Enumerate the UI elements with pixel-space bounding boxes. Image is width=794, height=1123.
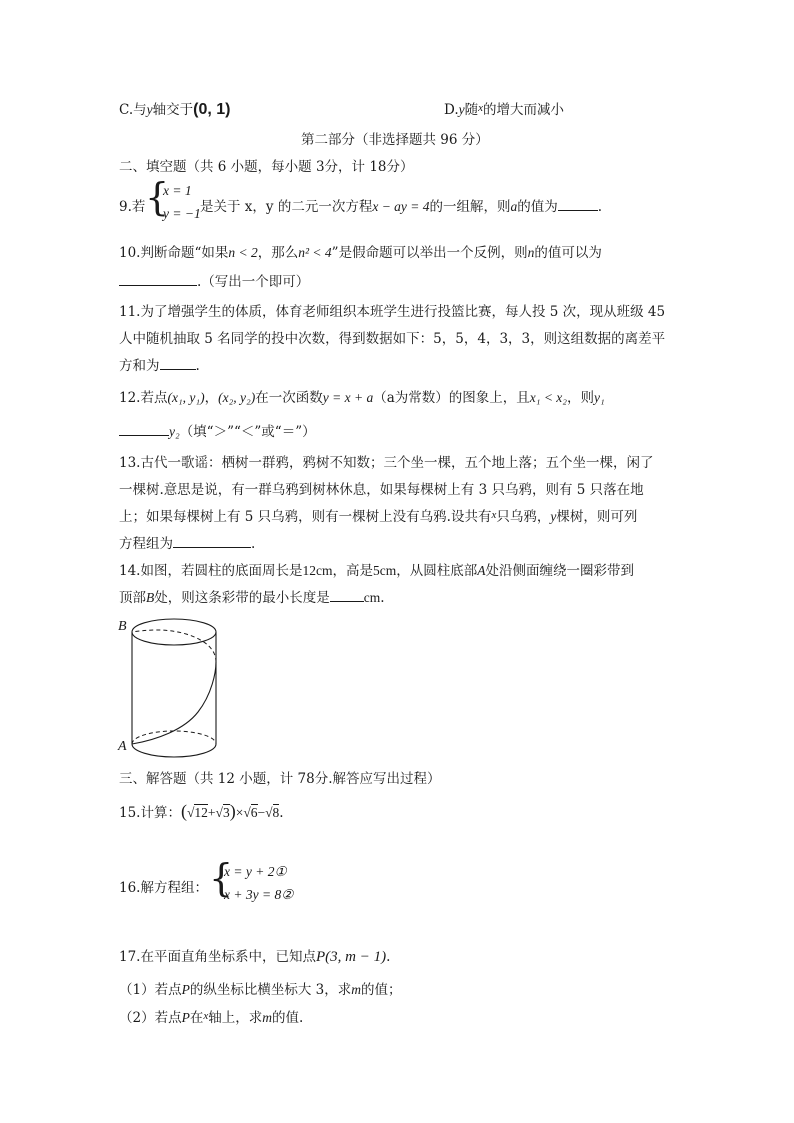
q17-sub2-c: 轴上，求 (208, 1010, 263, 1026)
section2-heading: 二、填空题（共 6 小题，每小题 3分，计 18分） (119, 159, 414, 175)
q15-sqrt3: √3 (215, 805, 230, 820)
q12-text1: 12.若点 (119, 390, 168, 406)
q15-minus: − (257, 805, 266, 820)
q15-paren-open: ( (180, 801, 187, 821)
q14-line2 (119, 586, 385, 606)
q17-sub1-a: （1）若点 (119, 982, 182, 998)
q17-sub2-b: 在 (189, 1010, 204, 1026)
q10-answer-blank[interactable] (119, 272, 197, 286)
q17-line1-suffix: . (386, 949, 391, 965)
ribbon-front-path (132, 662, 216, 744)
q17-line1 (119, 945, 390, 966)
q14-line1-b: ，高是 (332, 563, 373, 579)
q14-point-b: B (146, 590, 155, 605)
figure-label-a: A (118, 739, 127, 754)
q9-brace: { (145, 175, 170, 219)
q15-plus: + (207, 805, 216, 820)
q16-prefix: 16.解方程组： (119, 880, 208, 896)
q10-line2-suffix: .（写出一个即可） (197, 274, 310, 290)
option-d-text3: 的增大而减小 (483, 102, 565, 118)
q14-point-a: A (477, 563, 486, 578)
q17-point: P(3, m − 1) (315, 949, 387, 965)
q11-line3 (119, 354, 200, 374)
part2-title: 第二部分（非选择题共 96 分） (301, 132, 489, 148)
figure-label-b: B (118, 619, 127, 634)
q15-paren-close: ) (229, 801, 236, 821)
q10-text1: 10.判断命题“如果 (119, 245, 229, 261)
q13-line4-prefix: 方程组为 (119, 536, 173, 552)
q14-line1-c: ，从圆柱底部 (396, 563, 478, 579)
section3-heading: 三、解答题（共 12 小题，计 78分.解答应写出过程） (119, 771, 441, 787)
q13-var-x: x (491, 509, 497, 521)
q10-cond1: n < 2 (228, 245, 258, 260)
option-c-var: y (146, 102, 153, 117)
option-d-text2: 随 (464, 102, 479, 118)
q17-sub2-d: 的值. (271, 1010, 304, 1026)
q17-sub1-b: 的纵坐标比横坐标大 3，求 (189, 982, 352, 998)
q13-line4-suffix: . (251, 536, 256, 552)
q9-var-a: a (510, 199, 518, 214)
q14-unit: cm (363, 590, 381, 605)
q11-answer-blank[interactable] (160, 356, 196, 370)
q15-times: × (235, 805, 244, 820)
q12-text3: （a为常数）的图象上，且 (373, 390, 530, 406)
q10-text3: ”是假命题可以举出一个反例，则 (331, 245, 528, 261)
q12-line1 (119, 386, 605, 406)
q17-sub2-a: （2）若点 (119, 1010, 182, 1026)
q16-brace: { (209, 856, 234, 900)
q13-line3-c: 棵树，则可列 (556, 509, 638, 525)
q14-line2-a: 顶部 (119, 590, 146, 606)
q15-prefix: 15.计算： (119, 805, 181, 821)
q12-text2: 在一次函数 (255, 390, 323, 406)
option-c (119, 98, 230, 119)
q15-sqrt8: √8 (265, 805, 280, 820)
cylinder-bottom-back (132, 731, 216, 744)
q12-text4: ，则 (567, 390, 594, 406)
q14-line1-a: 14.如图，若圆柱的底面周长是 (119, 563, 303, 579)
q10-text4: 的值可以为 (534, 245, 602, 261)
q12-func: y = x + a (322, 390, 374, 405)
q16-eq1: x = y + 2① (224, 864, 287, 879)
option-d-var-x: x (478, 102, 484, 114)
q15-suffix: . (279, 805, 284, 821)
q13-line3 (119, 505, 637, 525)
q14-circumference: 12cm (302, 563, 333, 578)
q9-body (200, 195, 602, 215)
q13-answer-blank[interactable] (173, 534, 251, 548)
q12-point2: (x₂, y₂) (218, 390, 256, 405)
option-d (444, 98, 564, 118)
q12-comma: ， (204, 390, 219, 406)
ribbon-back-path (132, 630, 216, 662)
option-c-text2: 轴交于 (152, 102, 194, 118)
q13-line3-a: 上；如果每棵树上有 5 只乌鸦，则有一棵树上没有乌鸦.设共有 (119, 509, 492, 525)
q17-sub1-c: 的值； (360, 982, 402, 998)
cylinder-bottom-front (132, 744, 216, 757)
q15-sqrt6: √6 (243, 805, 258, 820)
q12-cond: x₁ < x₂ (529, 390, 567, 405)
q9-text1: 是关于 x，y 的二元一次方程 (200, 199, 373, 215)
q9-answer-blank[interactable] (558, 197, 598, 211)
q9-equation: x − ay = 4 (372, 199, 430, 214)
option-c-point: (0, 1) (193, 101, 231, 118)
q10-line2 (119, 270, 309, 290)
q17-sub1-m: m (351, 982, 361, 997)
q9-eq1: x = 1 (163, 183, 192, 198)
q12-point1: (x₁, y₁) (167, 390, 205, 405)
q12-y2: y₂ (169, 424, 180, 439)
q17-sub2-x: x (203, 1010, 209, 1022)
q14-line2-suffix: . (380, 590, 385, 606)
q16-eq2: x + 3y = 8② (224, 887, 294, 902)
q9-text2: 的一组解，则 (429, 199, 511, 215)
q15-line (119, 801, 284, 822)
q14-line1 (119, 559, 634, 579)
q17-sub2-p: P (181, 1010, 190, 1025)
q9-eq2: y = −1 (163, 206, 201, 221)
q11-line3-suffix: . (195, 358, 200, 374)
q10-cond2: n² < 4 (298, 245, 332, 260)
q14-answer-blank[interactable] (330, 588, 364, 602)
cylinder-top-ellipse (132, 619, 216, 645)
q10-text2: ，那么 (257, 245, 299, 261)
q10-var-n: n (527, 245, 535, 260)
q17-line1-a: 17.在平面直角坐标系中，已知点 (119, 949, 316, 965)
cylinder-figure (116, 612, 226, 762)
q11-line1: 11.为了增强学生的体质，体育老师组织本班学生进行投篮比赛，每人投 5 次，现从班级 45 (119, 304, 666, 320)
q14-height: 5cm (372, 563, 397, 578)
q10-line1 (119, 241, 602, 261)
q9-suffix: . (597, 199, 603, 215)
q13-line4 (119, 532, 255, 552)
q17-sub1 (119, 978, 401, 998)
q9-prefix: 9.若 (119, 199, 146, 215)
option-d-text: D. (444, 102, 459, 118)
q11-line3-prefix: 方和为 (119, 358, 160, 374)
q13-line2: 一棵树.意思是说，有一群乌鸦到树林休息，如果每棵树上有 3 只乌鸦，则有 5 只落在地 (119, 482, 644, 498)
q9-text3: 的值为 (517, 199, 558, 215)
q14-line1-d: 处沿侧面缠绕一圈彩带到 (485, 563, 634, 579)
q17-sub2-m: m (262, 1010, 272, 1025)
q17-sub1-p: P (181, 982, 190, 997)
q12-answer-blank[interactable] (119, 422, 169, 436)
q17-sub2 (119, 1006, 303, 1026)
q12-line2-suffix: （填“＞”“＜”或“＝”） (179, 424, 316, 440)
q13-var-y: y (550, 509, 557, 524)
q14-line2-b: 处，则这条彩带的最小长度是 (154, 590, 330, 606)
q12-line2 (119, 420, 316, 440)
q11-line2: 人中随机抽取 5 名同学的投中次数，得到数据如下：5，5，4，3，3，则这组数据的离差平 (119, 331, 666, 347)
q15-sqrt12: √12 (186, 805, 208, 820)
q12-y1: y₁ (594, 390, 605, 405)
q13-line3-b: 只乌鸦， (496, 509, 551, 525)
option-c-text: C.与 (119, 102, 147, 118)
q13-line1: 13.古代一歌谣：栖树一群鸦，鸦树不知数；三个坐一棵，五个地上落；五个坐一棵，闲了 (119, 455, 654, 471)
option-d-var-y: y (458, 102, 465, 117)
